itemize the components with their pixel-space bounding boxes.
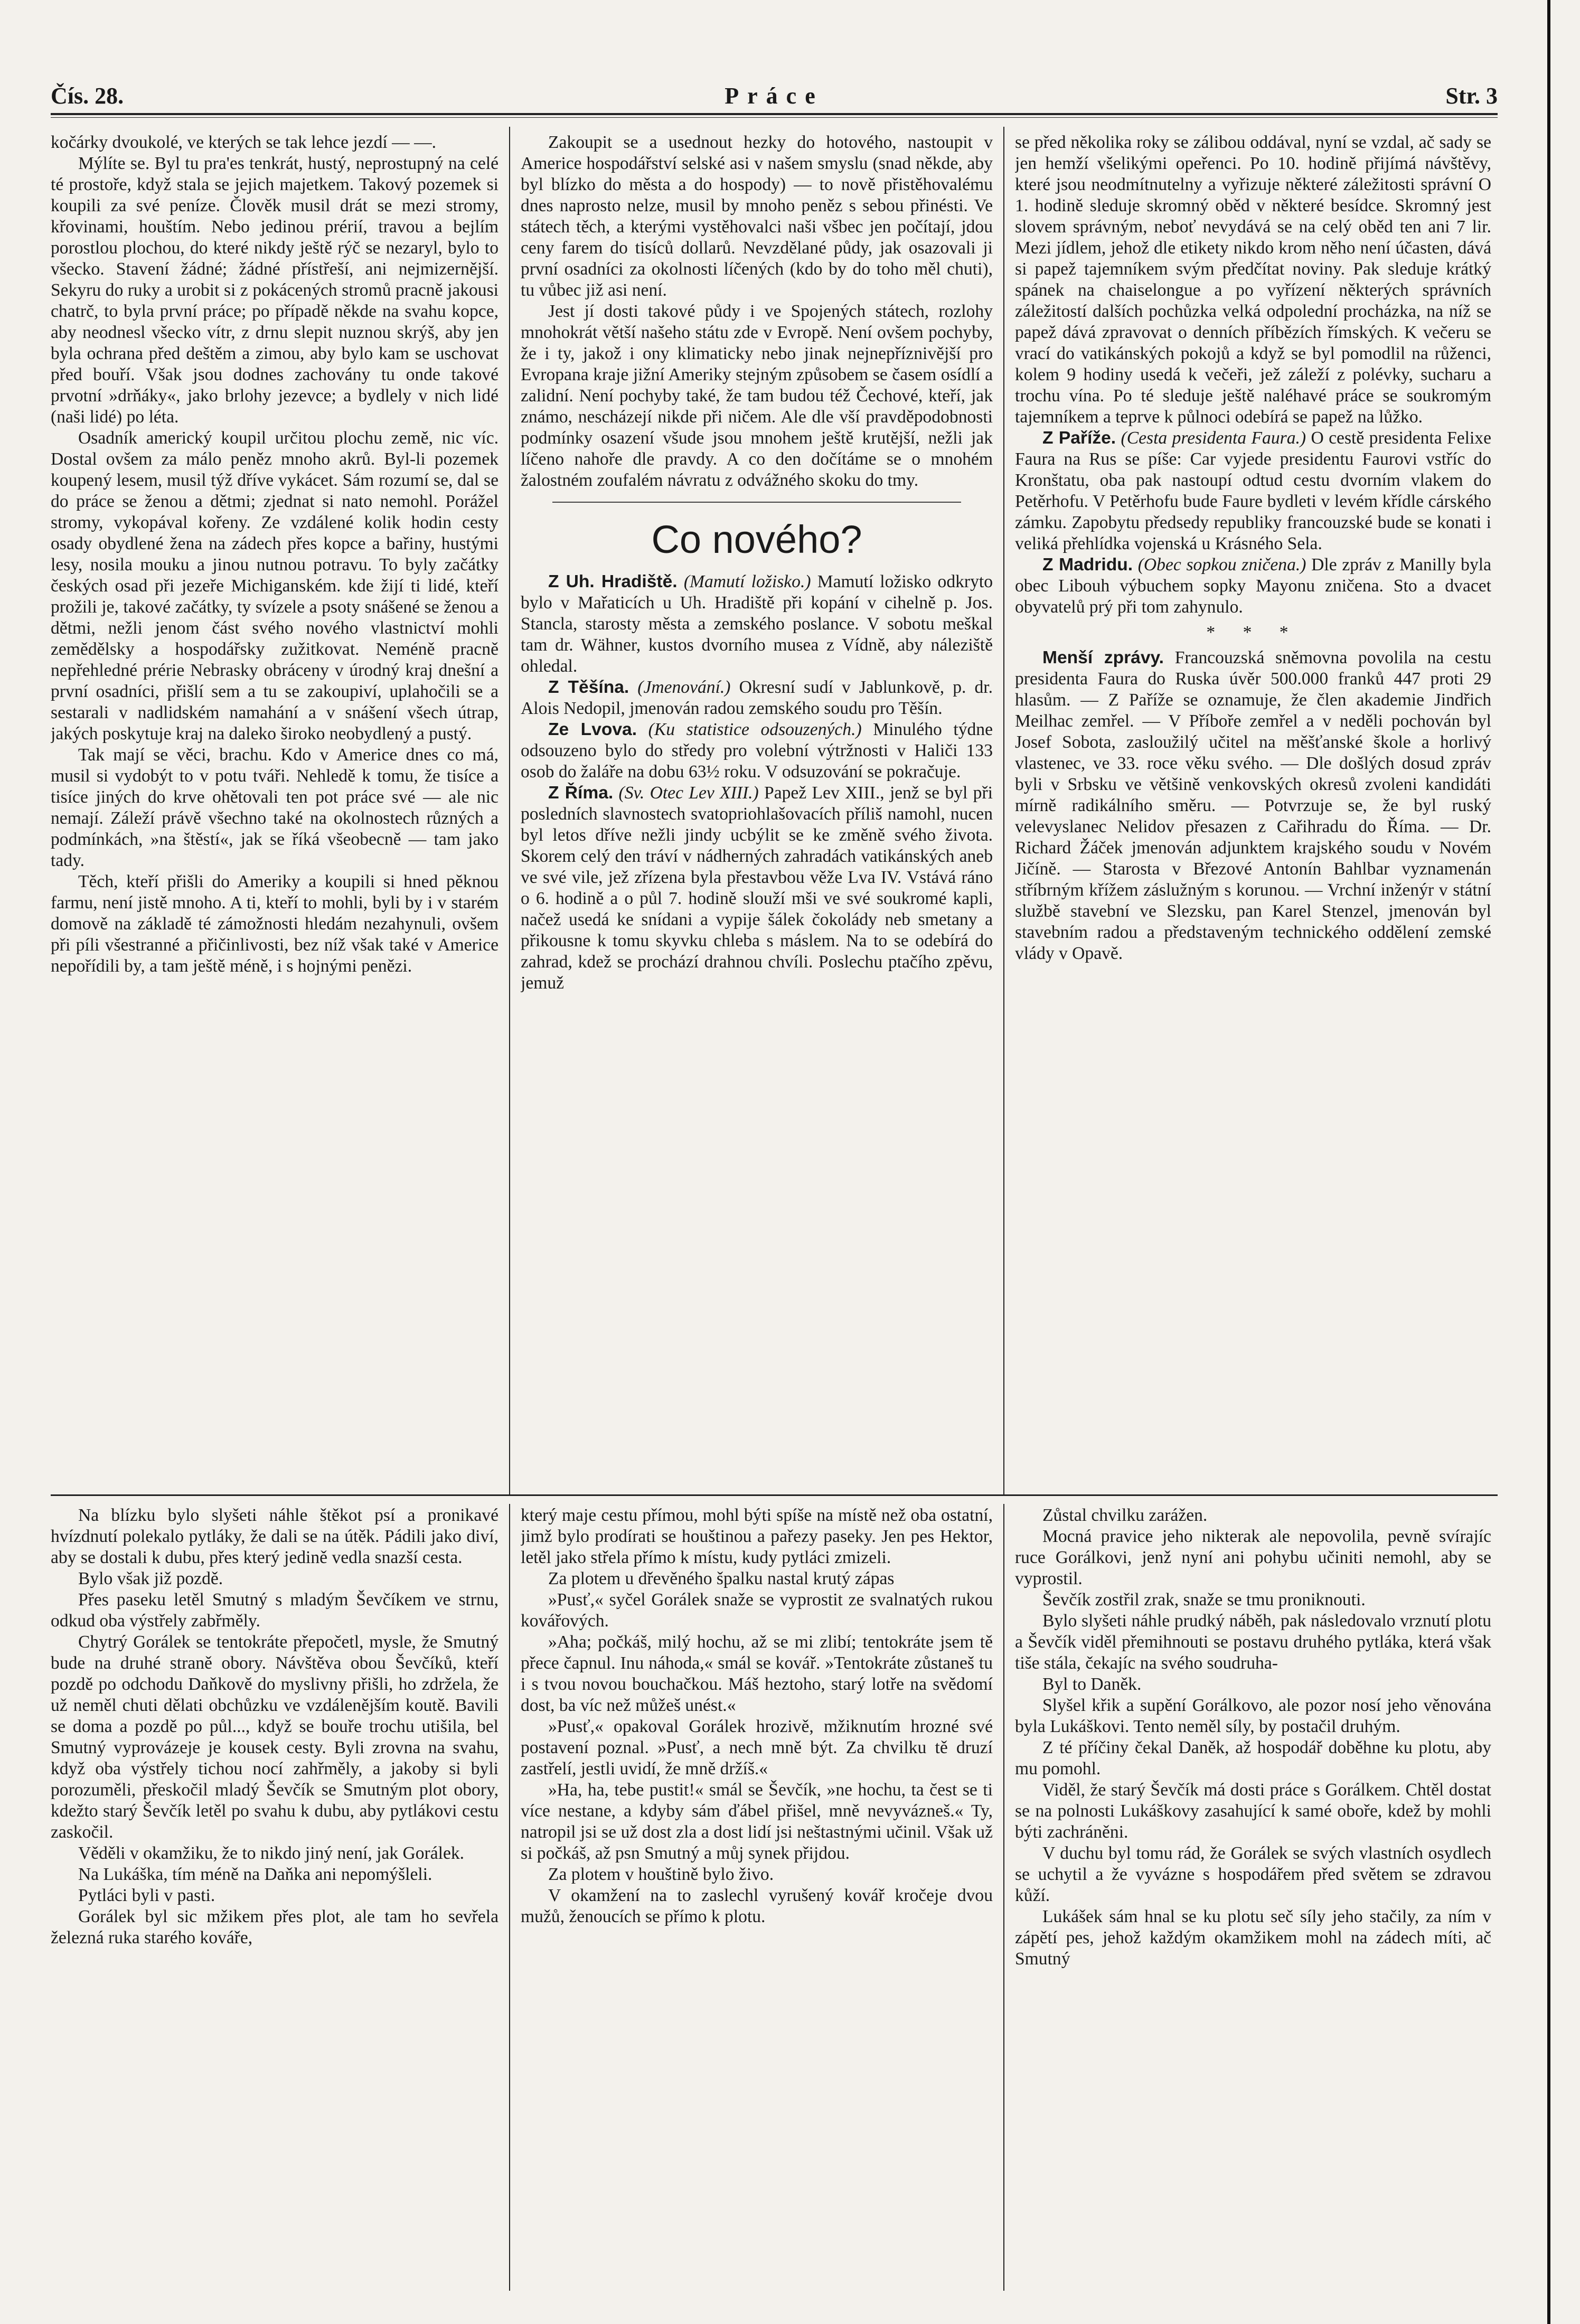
story-paragraph: Pytláci byli v pasti. (78, 1886, 215, 1905)
story-paragraph: V okamžení na to zaslechl vyrušený kovář kročeje dvou mužů, ženoucích se přímo k plotu. (521, 1886, 993, 1926)
news-place: Z Paříže. (1042, 428, 1116, 448)
news-place: Z Těšína. (548, 678, 629, 697)
news-subject: (Jmenování.) (637, 678, 731, 697)
story-paragraph: Bylo slyšeti náhle prudký náběh, pak následovalo vrznutí plotu a Ševčík viděl přemihnouti se postavu druhého pytláka, která však tiše stála, čekajíc na svého soudruha- (1015, 1611, 1491, 1673)
news-subject: (Mamutí ložisko.) (683, 572, 811, 591)
article-column-2 (521, 132, 993, 1489)
news-item (1015, 428, 1491, 554)
story-paragraph: »Pusť,« opakoval Gorálek hrozivě, mžiknutím hrozné své postavení poznal. »Pusť, a nech mně být. Za chvilku tě druzí zastřelí, jestli uvidí, že mně držíš.« (521, 1717, 993, 1779)
story-separator (51, 1494, 1498, 1496)
header-rule (51, 113, 1498, 115)
section-title: Co nového? (651, 518, 862, 561)
story-paragraph: Za plotem u dřevěného špalku nastal krutý zápas (548, 1569, 895, 1588)
column-divider-2 (1003, 127, 1004, 1494)
article-paragraph: Jest jí dosti takové půdy i ve Spojených státech, rozlohy mnohokrát větší našeho státu zde v Evropě. Není ovšem pochyby, že i ty, jakož i ony klimaticky nebo jinak nejnepříznivější pro Evropana kraje jižní Ameriky stejným způsobem se časem osídlí a zalidní. Není pochyby také, že tam budou též Čechové, kteří, jak známo, nescházejí nikde při ničem. Ale dle vší pravděpodobnosti podmínky osazení všude jsou mnohem ještě krutější, nežli jak líčeno nahoře dle pravdy. A co den dočítáme se o mnohém žalostném zoufalém návratu z odvážného skoku do tmy. (521, 302, 993, 490)
news-subject: (Sv. Otec Lev XIII.) (618, 783, 759, 803)
article-paragraph: Těch, kteří přišli do Ameriky a koupili si hned pěknou farmu, není jistě mnoho. A ti, kteří to mohli, byli by i v starém domově na základě té zámožnosti hledám nezahynuli, ovšem při píli všestranné a přičinlivosti, bez níž však také v Americe nepořídili by, a tam ještě méně, i s hojnými penězi. (51, 872, 499, 976)
news-place: Z Uh. Hradiště. (548, 572, 678, 591)
column-divider-1 (509, 127, 510, 1494)
story-paragraph: Na Lukáška, tím méně na Daňka ani nepomýšleli. (78, 1865, 432, 1884)
news-item (521, 677, 993, 719)
story-column-1 (51, 1505, 499, 2292)
asterism: * * * (1206, 623, 1300, 642)
story-divider-2 (1003, 1504, 1004, 2291)
divider-rule (552, 502, 961, 503)
small-news-text: Francouzská sněmovna povolila na cestu presidenta Faura do Ruska úvěr 500.000 franků 447 proti 29 hlasům. — Z Paříže se oznamuje, že člen akademie Jindřich Meilhac zemřel. — V Příboře zemřel a v neděli pochován byl Josef Sobota, zasloužilý učitel na měšťanské škole a horlivý vlastenec, ve 33. roce věku svého. — Dle došlých dosud zpráv byli v Srbsku ve většině venkovských okresů zvoleni kandidáti mírně radikálního směru. — Potvrzuje se, že byl ruský velevyslanec Nelidov přesazen z Cařihradu do Říma. — Dr. Richard Žáček jmenován adjunktem krajského soudu v Novém Jičíně. — Starosta v Březové Antonín Bahlbar vyznamenán stříbrným křížem záslužným s korunou. — Vrchní inženýr v státní službě stavební ve Slezsku, pan Karel Stenzel, jmenován byl stavebním radou a představeným technického oddělení zemské vlády v Opavě. (1015, 648, 1491, 963)
newspaper-title: Práce (725, 83, 824, 109)
story-paragraph: Mocná pravice jeho nikterak ale nepovolila, pevně svírajíc ruce Gorálkovi, jenž nyní ani pohybu učiniti nemohl, aby se vyprostil. (1015, 1527, 1491, 1588)
news-text: Okresní sudí v Jablunkově, p. dr. Alois Nedopil, jmenován radou zemského soudu pro Těšín. (521, 678, 993, 718)
story-divider-1 (509, 1504, 510, 2291)
news-place: Z Říma. (548, 783, 614, 803)
news-text: Mamutí ložisko odkryto bylo v Mařaticích u Uh. Hradiště při kopání v cihelně p. Jos. Stancla, starosty města a zemského poslance. V sobotu meškal tam dr. Wähner, kustos dvorního musea z Vídně, aby náleziště ohledal. (521, 572, 993, 676)
story-paragraph: Byl to Daněk. (1042, 1674, 1142, 1694)
news-place: Z Madridu. (1042, 555, 1133, 575)
story-paragraph: »Aha; počkáš, milý hochu, až se mi zlibí; tentokráte jsem tě přece čapnul. Inu náhoda,« smál se kovář. »Tentokráte zůstaneš tu i s tvou novou bouchačkou. Máš heztoho, starý lotře na svědomí dost, ba víc než můžeš unést.« (521, 1632, 993, 1715)
story-paragraph: »Ha, ha, tebe pustit!« smál se Ševčík, »ne hochu, ta čest se ti více nestane, a kdyby sám ďábel přišel, mně nevyvázneš.« Ty, natropil jsi se už dost zla a dost lidí jsi neštastnými učinil. Však už si počkáš, až psn Smutný a můj synek přijdou. (521, 1780, 993, 1863)
story-column-2 (521, 1505, 993, 2292)
article-paragraph: Mýlíte se. Byl tu pra'es tenkrát, hustý, neprostupný na celé té prostoře, když stala se jejich majetkem. Takový pozemek si koupili za své peníze. Člověk musil drát se mezi stromy, křovinami, houštím. Nebo jedinou prérií, travou a bejlím porostlou plochou, do které nikdy ještě rýč se nezaryl, bylo to všecko. Stavení žádné; žádné přístřeší, ani nejmizernější. Sekyru do ruky a urobit si z pokácených stromů pracně jakousi chatrč, to byla první práce; po případě někde na svahu kopce, aby neodnesl všecko vítr, z drnu slepit nuznou skrýš, aby jen byla ochrana před deštěm a zimou, aby bylo kam se uschovat před bouří. Však jsou dodnes zachovány tu onde takové prvotní »drňáky«, jako brlohy jezevce; a bydlely v nich lidé (naši lidé) po léta. (51, 154, 499, 427)
news-subject: (Cesta presidenta Faura.) (1121, 428, 1306, 448)
news-text: Minulého týdne odsouzeno bylo do středy pro volební výtržnosti v Haliči 133 osob do žaláře na dobu 63½ roku. V odsuzování se pokračuje. (521, 720, 993, 782)
issue-number: Čís. 28. (51, 83, 124, 109)
small-news (1015, 647, 1491, 964)
story-paragraph: Ševčík zostřil zrak, snaže se tmu proniknouti. (1042, 1590, 1366, 1610)
article-paragraph: Zakoupit se a usednout hezky do hotového, nastoupit v Americe hospodářství selské asi v našem smyslu (snad někde, aby byl blízko do města a do hospody) — to nově přistěhovalému dnes naprosto nelze, musil by mnoho peněz s sebou přinésti. Ve státech těch, a kterými vystěhovalci naši všbec jen počítají, jdou ceny farem do tisíců dollarů. Nevzdělané půdy, jak osazovali ji první osadníci za okolnosti líčených (kdo by do toho měl chuti), tu vůbec již asi není. (521, 133, 993, 300)
article-column-1 (51, 132, 499, 1489)
news-item (521, 571, 993, 677)
story-paragraph: Věděli v okamžiku, že to nikdo jiný není, jak Gorálek. (78, 1843, 465, 1863)
story-paragraph: Lukášek sám hnal se ku plotu seč síly jeho stačily, za ním v zápětí pes, jehož každým okamžikem mohl na zádech míti, ač Smutný (1015, 1907, 1491, 1969)
news-item (1015, 554, 1491, 618)
news-subject: (Ku statistice odsouzených.) (648, 720, 862, 739)
page-header (51, 78, 1498, 111)
story-paragraph: který maje cestu přímou, mohl býti spíše na místě než oba ostatní, jimž bylo prodírati se houštinou a pařezy paseky. Jen pes Hektor, letěl jako střela přímo k místu, kudy pytláci zmizeli. (521, 1506, 993, 1567)
story-paragraph: V duchu byl tomu rád, že Gorálek se svých vlastních osydlech se uchytil a že vyvázne s hospodářem před světem se zdravou kůží. (1015, 1843, 1491, 1905)
news-text: O cestě presidenta Felixe Faura na Rus se píše: Car vyjede presidentu Faurovi vstříc do Kronštatu, oba pak nastoupí odtud cestu dvorním vlakem do Petěrhofu. V Petěrhofu bude Faure bydleti v levém křídle cárského zámku. Zapobytu předsedy republiky francouzské bude se konati i veliká přehlídka vojenská u Krásného Sela. (1015, 428, 1491, 553)
page-number: Str. 3 (1445, 83, 1498, 109)
news-text: Papež Lev XIII., jenž se byl při posledních slavnostech svatopriohlašovacích příliš namohl, nucen byl letos dříve nežli jindy ucbýlit se ke změně svého života. Skorem celý den tráví v nádherných zahradách vatikánských aneb ve své vile, jež zřízena byla přestavbou věže Lva IV. Vstává ráno o 6. hodině a o půl 7. hodině slouží mši ve své soukromé kapli, načež usedá ke snídani a vypije šálek čokolády neb smetany a přikousne k tomu skyvku chleba s máslem. Na to se odebírá do zahrad, kdež se prochází drahnou chvíli. Poslechu ptačího zpěvu, jemuž (521, 783, 993, 993)
story-paragraph: »Pusť,« syčel Gorálek snaže se vyprostit ze svalnatých rukou kovářových. (521, 1590, 993, 1631)
story-paragraph: Viděl, že starý Ševčík má dosti práce s Gorálkem. Chtěl dostat se na polnosti Lukáškovy zasahující k samé oboře, kdež by mohli býti zachráněni. (1015, 1780, 1491, 1842)
small-news-label: Menší zprávy. (1042, 648, 1164, 667)
article-paragraph: Tak mají se věci, brachu. Kdo v Americe dnes co má, musil si vydobýt to v potu tváři. Nehledě k tomu, že tisíce a tisíce jiných do krve ohětovali ten pot práce své — ale nic nemají. Záleží právě všechno také na okolnostech různých a podmínkách, »na štěstí«, jak se říká všeobecně — tam jako tady. (51, 745, 499, 870)
news-item (521, 783, 993, 994)
story-paragraph: Přes paseku letěl Smutný s mladým Ševčíkem ve strnu, odkud oba výstřely zabřměly. (51, 1590, 499, 1631)
story-paragraph: Slyšel křik a supění Gorálkovo, ale pozor nosí jeho věnována byla Lukáškovi. Tento neměl síly, by postačil druhým. (1015, 1696, 1491, 1736)
news-text: Dle zpráv z Manilly byla obec Libouh výbuchem sopky Mayonu zničena. Sto a dvacet obyvatelů prý při tom zahynulo. (1015, 555, 1491, 617)
story-paragraph: Chytrý Gorálek se tentokráte přepočetl, mysle, že Smutný bude na druhé straně obory. Návštěva obou Ševčíků, kteří pozdě po odchodu Daňkově do myslivny přišli, ho zdržela, že už neměl chuti dělati obchůzku ve vzdálenějším koutě. Bavili se doma a pozdě po půl..., když se bouře trochu utišila, bel Smutný vyprovázeje je kousek cesty. Byli zrovna na svahu, když oba výstřely tichou nocí zahřměly, a jakoby si byli porozuměli, přeskočil mladý Ševčík se Smutným plot obory, kdežto starý Ševčík letěl po svahu k dubu, aby pytlákovi cestu zaskočil. (51, 1632, 499, 1842)
story-paragraph: Zůstal chvilku zarážen. (1042, 1506, 1208, 1525)
story-paragraph: Na blízku bylo slyšeti náhle štěkot psí a pronikavé hvízdnutí polekalo pytláky, že dali se na útěk. Pádili jako diví, aby se dostali k dubu, přes který jedině vedla snazší cesta. (51, 1506, 499, 1567)
right-edge-line (1547, 0, 1550, 2324)
story-paragraph: Z té příčiny čekal Daněk, až hospodář doběhne ku plotu, aby mu pomohl. (1015, 1738, 1491, 1779)
story-paragraph: Gorálek byl sic mžikem přes plot, ale tam ho sevřela železná ruka starého kováře, (51, 1907, 499, 1947)
news-subject: (Obec sopkou zničena.) (1137, 555, 1306, 575)
story-paragraph: Za plotem v houštině bylo živo. (548, 1865, 774, 1884)
story-column-3 (1015, 1505, 1491, 2292)
news-place: Ze Lvova. (548, 720, 637, 739)
header-rule-thin (51, 117, 1498, 118)
article-paragraph: kočárky dvoukolé, ve kterých se tak lehce jezdí — —. (51, 133, 437, 152)
article-paragraph: Osadník americký koupil určitou plochu země, nic víc. Dostal ovšem za málo peněz mnoho akrů. Byl-li pozemek koupený lesem, musil týž dříve vykácet. Sám rozumí se, dal se do práce se ženou a dětmi; zjednat si nato nemohl. Porážel stromy, vykopával kořeny. Ze vzdálené kolik hodin cesty osady obydlené žena na zádech přes kopce a bařiny, hustými lesy, nosila mouku a jinou nutnou potravu. To byly začátky českých osad při jezeře Michiganském. kde žijí ti lidé, kteří prožili je, takové začátky, ty svízele a psoty snášené se ženou a dětmi, nežli jenom část svého nového vlastnictví mohli zemědělsky a hospodářsky zužitkovat. Neméně pracně nepřehledné prérie Nebrasky obráceny v úrodný kraj dnešní a první osadníci, přišlí sem a tu se zakoupiví, uplahočili se a sestarali v nadlidském namahání a v snášení všech útrap, jakých poskytuje kraj na daleko široko neobydlený a pustý. (51, 428, 499, 744)
article-column-3 (1015, 132, 1491, 1489)
story-paragraph: Bylo však již pozdě. (78, 1569, 223, 1588)
news-continuation: se před několika roky se zálibou oddával, nyní se vzdal, ač sady se jen hemží všelikými opeřenci. Po 10. hodině přijímá návštěvy, které jsou neodmítnutelny a vyřizuje některé záležitosti správní O 1. hodině sleduje skromný oběd v některé besídce. Skromný jest slovem správným, neboť nevydává se na celý oběd ten ani 7 lir. Mezi jídlem, jehož dle etikety nikdo krom něho není účasten, dává si papež tajemníkem svým předčítat noviny. Pak sleduje krátký spánek na chaiselongue a po vyřízení některých správních záležitostí dalších pochůzka velká odpolední procházka, na níž se papež dává zpravovat o denních příbězích římských. K večeru se vrací do vatikánských pokojů a když se byl pomodlil na růženci, kolem 9 hodiny usedá k večeři, jež záleží z polévky, sucharu a trochu vína. Po té sleduje ještě naléhavé práce se soukromým tajemníkem a teprve k půlnoci odebírá se papež na lůžko. (1015, 133, 1491, 427)
news-item (521, 719, 993, 783)
